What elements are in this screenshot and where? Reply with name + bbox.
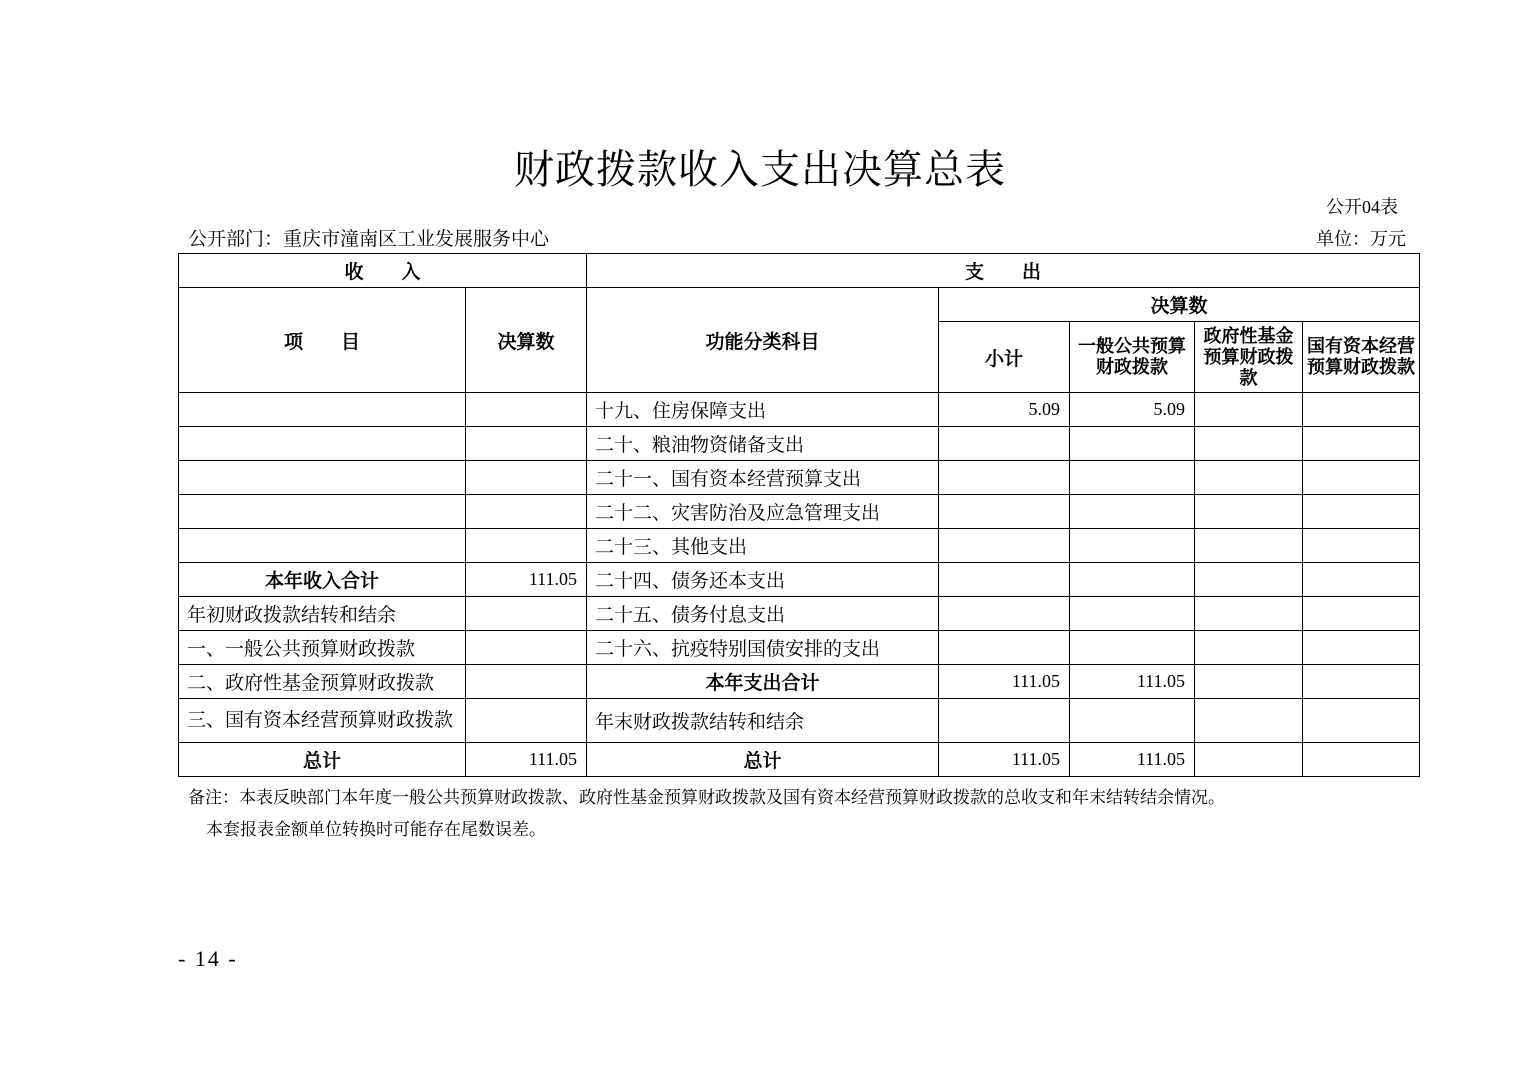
expense-item-cell: 年末财政拨款结转和结余: [587, 699, 939, 743]
general-cell: [1070, 597, 1195, 631]
income-item-cell: 二、政府性基金预算财政拨款: [179, 665, 466, 699]
table-row: [179, 665, 1420, 699]
table-row: [179, 597, 1420, 631]
capital-cell: [1303, 699, 1420, 743]
income-item-cell: 年初财政拨款结转和结余: [179, 597, 466, 631]
general-cell: [1070, 495, 1195, 529]
fund-cell: [1195, 529, 1303, 563]
subtotal-cell: [939, 597, 1070, 631]
gov-fund-header: 政府性基金预算财政拨款: [1195, 322, 1303, 393]
state-capital-header: 国有资本经营预算财政拨款: [1303, 322, 1420, 393]
general-cell: 111.05: [1070, 665, 1195, 699]
expense-amount-header: 决算数: [939, 288, 1420, 322]
subtotal-cell: [939, 699, 1070, 743]
subtotal-cell: [939, 461, 1070, 495]
capital-cell: [1303, 743, 1420, 777]
general-budget-header: 一般公共预算财政拨款: [1070, 322, 1195, 393]
income-value-cell: [466, 461, 587, 495]
capital-cell: [1303, 597, 1420, 631]
table-row: [179, 495, 1420, 529]
fund-cell: [1195, 597, 1303, 631]
income-value-cell: [466, 495, 587, 529]
general-cell: [1070, 529, 1195, 563]
capital-cell: [1303, 665, 1420, 699]
department-label: 公开部门：重庆市潼南区工业发展服务中心: [188, 228, 550, 250]
subtotal-header: 小计: [939, 322, 1070, 393]
table-notes: [188, 782, 1225, 846]
income-value-cell: [466, 427, 587, 461]
budget-table: [178, 253, 1420, 777]
expense-item-cell: 十九、住房保障支出: [587, 393, 939, 427]
general-cell: [1070, 699, 1195, 743]
general-cell: [1070, 461, 1195, 495]
capital-cell: [1303, 563, 1420, 597]
income-value-cell: 111.05: [466, 563, 587, 597]
income-value-cell: [466, 597, 587, 631]
income-header: 收 入: [179, 254, 587, 288]
income-value-cell: [466, 393, 587, 427]
fund-cell: [1195, 631, 1303, 665]
capital-cell: [1303, 393, 1420, 427]
expense-item-cell: 二十三、其他支出: [587, 529, 939, 563]
subtotal-cell: [939, 631, 1070, 665]
income-item-cell: 一、一般公共预算财政拨款: [179, 631, 466, 665]
income-value-cell: [466, 665, 587, 699]
item-header: 项 目: [179, 288, 466, 393]
income-item-cell: 本年收入合计: [179, 563, 466, 597]
subtotal-cell: [939, 495, 1070, 529]
subtotal-cell: 111.05: [939, 743, 1070, 777]
general-cell: [1070, 427, 1195, 461]
income-value-cell: [466, 699, 587, 743]
income-item-cell: 三、国有资本经营预算财政拨款: [179, 699, 466, 743]
expense-item-cell: 本年支出合计: [587, 665, 939, 699]
income-value-cell: [466, 529, 587, 563]
capital-cell: [1303, 529, 1420, 563]
table-row: [179, 743, 1420, 777]
income-item-cell: 总计: [179, 743, 466, 777]
subtotal-cell: 111.05: [939, 665, 1070, 699]
general-cell: [1070, 563, 1195, 597]
expense-item-cell: 总计: [587, 743, 939, 777]
function-subject-header: 功能分类科目: [587, 288, 939, 393]
subtotal-cell: [939, 529, 1070, 563]
expense-item-cell: 二十一、国有资本经营预算支出: [587, 461, 939, 495]
table-row: [179, 393, 1420, 427]
page-title: 财政拨款收入支出决算总表: [514, 147, 1006, 193]
income-value-cell: 111.05: [466, 743, 587, 777]
unit-label: 单位：万元: [1316, 229, 1406, 250]
general-cell: 5.09: [1070, 393, 1195, 427]
table-row: [179, 529, 1420, 563]
table-row: [179, 461, 1420, 495]
fund-cell: [1195, 743, 1303, 777]
fund-cell: [1195, 393, 1303, 427]
expense-item-cell: 二十六、抗疫特别国债安排的支出: [587, 631, 939, 665]
fund-cell: [1195, 665, 1303, 699]
expense-item-cell: 二十四、债务还本支出: [587, 563, 939, 597]
page-number: - 14 -: [178, 946, 238, 971]
income-item-cell: [179, 495, 466, 529]
expense-header: 支 出: [587, 254, 1420, 288]
table-row: [179, 699, 1420, 743]
income-item-cell: [179, 461, 466, 495]
subtotal-cell: [939, 427, 1070, 461]
subtotal-cell: [939, 563, 1070, 597]
table-row: [179, 563, 1420, 597]
table-row: [179, 631, 1420, 665]
capital-cell: [1303, 427, 1420, 461]
capital-cell: [1303, 495, 1420, 529]
income-amount-header: 决算数: [466, 288, 587, 393]
subtotal-cell: 5.09: [939, 393, 1070, 427]
fund-cell: [1195, 461, 1303, 495]
income-item-cell: [179, 529, 466, 563]
note-line: 本套报表金额单位转换时可能存在尾数误差。: [206, 820, 546, 840]
income-value-cell: [466, 631, 587, 665]
capital-cell: [1303, 461, 1420, 495]
fund-cell: [1195, 495, 1303, 529]
note-line: 备注：本表反映部门本年度一般公共预算财政拨款、政府性基金预算财政拨款及国有资本经营预算财政拨款的总收支和年末结转结余情况。: [188, 788, 1225, 808]
table-row: [179, 427, 1420, 461]
income-item-cell: [179, 427, 466, 461]
general-cell: [1070, 631, 1195, 665]
fund-cell: [1195, 427, 1303, 461]
fund-cell: [1195, 563, 1303, 597]
expense-item-cell: 二十、粮油物资储备支出: [587, 427, 939, 461]
income-item-cell: [179, 393, 466, 427]
expense-item-cell: 二十二、灾害防治及应急管理支出: [587, 495, 939, 529]
fund-cell: [1195, 699, 1303, 743]
general-cell: 111.05: [1070, 743, 1195, 777]
form-number: 公开04表: [1326, 197, 1398, 217]
capital-cell: [1303, 631, 1420, 665]
expense-item-cell: 二十五、债务付息支出: [587, 597, 939, 631]
